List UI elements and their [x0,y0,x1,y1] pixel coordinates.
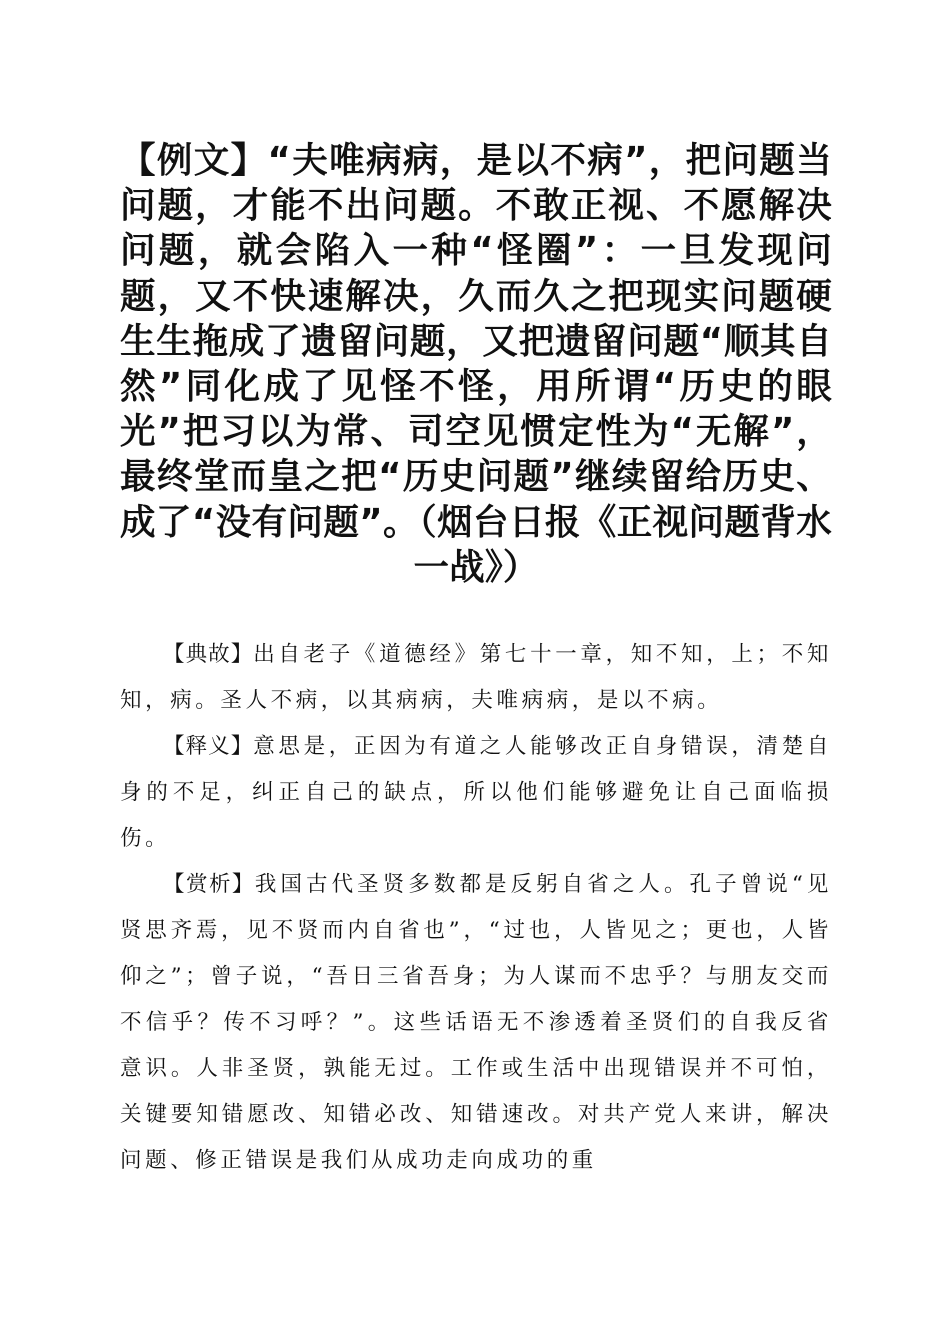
allusion-tag: 【典故】 [163,642,254,667]
meaning-text: 意思是，正因为有道之人能够改正自身错误，清楚自身的不足，纠正自己的缺点，所以他们能够避免让自己面临损伤。 [120,734,832,851]
meaning-tag: 【释义】 [163,734,254,759]
appreciation-text: 我国古代圣贤多数都是反躬自省之人。孔子曾说“见贤思齐焉，见不贤而内自省也”，“过也，人皆见之；更也，人皆仰之”；曾子说，“吾日三省吾身；为人谋而不忠乎？与朋友交而不信乎？传不习呼？”。这些话语无不渗透着圣贤们的自我反省意识。人非圣贤，孰能无过。工作或生活中出现错误并不可怕，关键要知错愿改、知错必改、知错速改。对共产党人来讲，解决问题、修正错误是我们从成功走向成功的重 [120,872,832,1173]
appreciation-tag: 【赏析】 [163,872,255,897]
meaning-paragraph [120,724,832,862]
allusion-paragraph [120,632,832,724]
allusion-text: 出自老子《道德经》第七十一章，知不知，上；不知知，病。圣人不病，以其病病，夫唯病病，是以不病。 [120,642,832,713]
appreciation-paragraph [120,862,832,1184]
example-text: 【例文】“夫唯病病，是以不病”，把问题当问题，才能不出问题。不敢正视、不愿解决问题，就会陷入一种“怪圈”：一旦发现问题，又不快速解决，久而久之把现实问题硬生生拖成了遗留问题，又把遗留问题“顺其自然”同化成了见怪不怪，用所谓“历史的眼光”把习以为常、司空见惯定性为“无解”，最终堂而皇之把“历史问题”继续留给历史、成了“没有问题”。（烟台日报《正视问题背水一战》） [120,140,832,588]
example-paragraph [120,138,832,590]
